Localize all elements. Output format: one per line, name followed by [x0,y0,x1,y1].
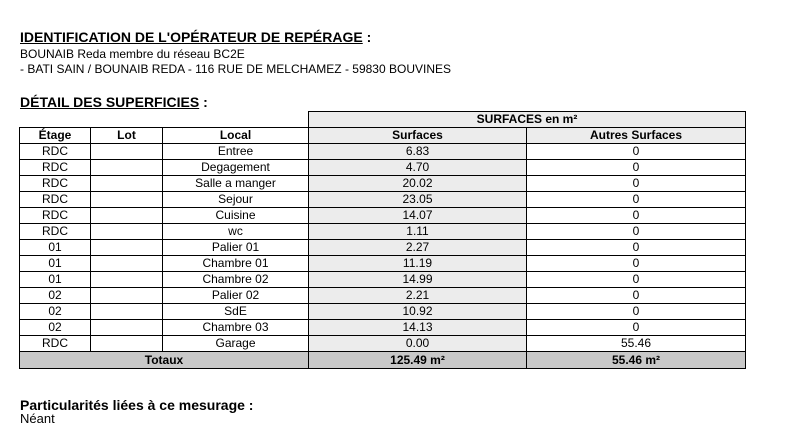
cell-etage: RDC [20,192,91,208]
cell-etage: RDC [20,208,91,224]
cell-etage: 02 [20,288,91,304]
operator-name: BOUNAIB Reda membre du réseau BC2E [20,47,245,61]
surfaces-group-header: SURFACES en m² [309,112,746,128]
cell-surface: 20.02 [309,176,527,192]
cell-local: Garage [163,336,309,352]
cell-lot [91,320,163,336]
cell-surface: 6.83 [309,144,527,160]
cell-lot [91,208,163,224]
cell-surface: 14.13 [309,320,527,336]
column-header-autres: Autres Surfaces [527,128,746,144]
cell-etage: 01 [20,256,91,272]
cell-etage: RDC [20,176,91,192]
cell-lot [91,304,163,320]
cell-surface: 11.19 [309,256,527,272]
cell-etage: 02 [20,320,91,336]
cell-local: Entree [163,144,309,160]
table-row [20,304,746,320]
cell-autres: 0 [527,288,746,304]
cell-surface: 10.92 [309,304,527,320]
cell-local: Sejour [163,192,309,208]
table-body [20,144,746,352]
cell-autres: 0 [527,144,746,160]
cell-autres: 0 [527,160,746,176]
cell-autres: 0 [527,304,746,320]
operator-address: - BATI SAIN / BOUNAIB REDA - 116 RUE DE MELCHAMEZ - 59830 BOUVINES [20,62,452,76]
table-row [20,240,746,256]
operator-heading-suffix: : [362,29,372,45]
cell-autres: 0 [527,176,746,192]
cell-surface: 0.00 [309,336,527,352]
table-row [20,256,746,272]
cell-surface: 1.11 [309,224,527,240]
cell-lot [91,176,163,192]
cell-lot [91,160,163,176]
cell-autres: 0 [527,240,746,256]
cell-surface: 14.99 [309,272,527,288]
cell-local: Chambre 01 [163,256,309,272]
table-row [20,288,746,304]
column-header-surfaces: Surfaces [309,128,527,144]
cell-local: Cuisine [163,208,309,224]
cell-lot [91,272,163,288]
table-row [20,160,746,176]
cell-surface: 2.21 [309,288,527,304]
detail-heading [20,94,208,110]
cell-local: Degagement [163,160,309,176]
particularites-title: Particularités liées à ce mesurage : [20,397,254,413]
group-header-spacer [20,112,309,128]
cell-local: Palier 02 [163,288,309,304]
cell-local: SdE [163,304,309,320]
surfaces-table [19,111,746,369]
cell-local: wc [163,224,309,240]
cell-lot [91,336,163,352]
cell-autres: 0 [527,224,746,240]
table-row [20,176,746,192]
cell-etage: RDC [20,144,91,160]
table-row [20,144,746,160]
cell-etage: 01 [20,272,91,288]
totals-label: Totaux [20,352,309,369]
cell-etage: RDC [20,160,91,176]
cell-lot [91,224,163,240]
cell-autres: 0 [527,208,746,224]
cell-local: Chambre 03 [163,320,309,336]
column-header-lot: Lot [91,128,163,144]
cell-lot [91,256,163,272]
particularites-value: Néant [20,411,55,426]
cell-autres: 0 [527,192,746,208]
cell-local: Chambre 02 [163,272,309,288]
cell-autres: 0 [527,272,746,288]
cell-lot [91,288,163,304]
group-header-row [20,112,746,128]
totals-row [20,352,746,369]
operator-heading-text: IDENTIFICATION DE L'OPÉRATEUR DE REPÉRAGE [20,29,363,45]
table-row [20,208,746,224]
cell-autres: 0 [527,256,746,272]
table-row [20,192,746,208]
column-header-local: Local [163,128,309,144]
table-row [20,272,746,288]
cell-etage: RDC [20,224,91,240]
cell-surface: 23.05 [309,192,527,208]
operator-heading [20,29,371,45]
cell-autres: 55.46 [527,336,746,352]
table-row [20,336,746,352]
cell-autres: 0 [527,320,746,336]
cell-etage: 01 [20,240,91,256]
table-row [20,320,746,336]
cell-etage: RDC [20,336,91,352]
detail-heading-text: DÉTAIL DES SUPERFICIES [20,94,200,110]
cell-lot [91,240,163,256]
cell-lot [91,144,163,160]
column-header-row [20,128,746,144]
table-row [20,224,746,240]
totals-autres: 55.46 m² [527,352,746,369]
totals-surface: 125.49 m² [309,352,527,369]
column-header-etage: Étage [20,128,91,144]
cell-surface: 2.27 [309,240,527,256]
cell-lot [91,192,163,208]
detail-heading-suffix: : [199,94,208,110]
cell-surface: 14.07 [309,208,527,224]
cell-etage: 02 [20,304,91,320]
cell-local: Salle a manger [163,176,309,192]
cell-local: Palier 01 [163,240,309,256]
cell-surface: 4.70 [309,160,527,176]
